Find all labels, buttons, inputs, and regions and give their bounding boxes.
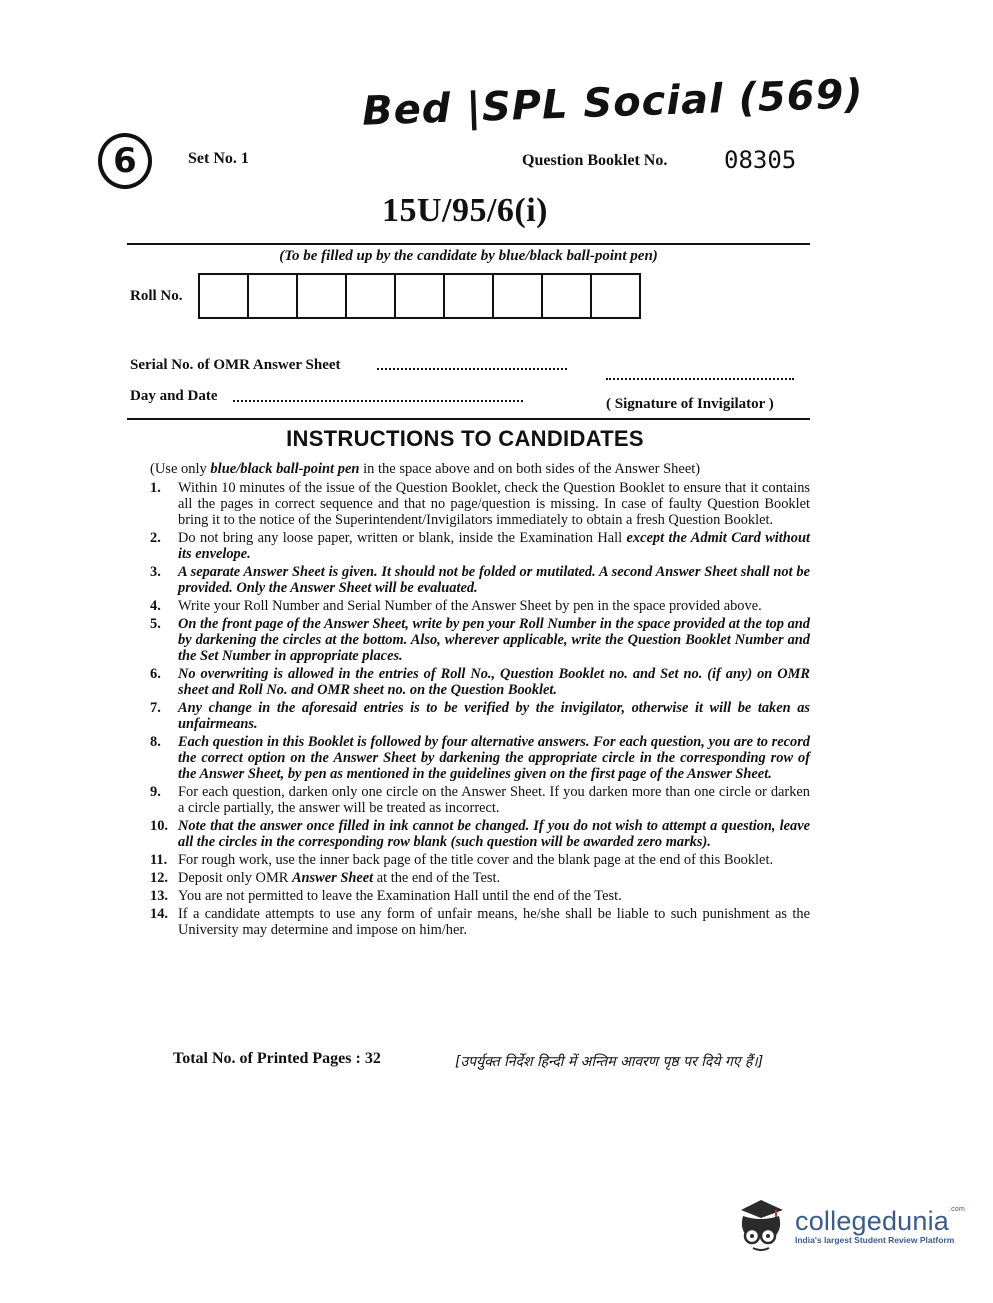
list-item	[150, 598, 810, 614]
roll-digit-box[interactable]	[396, 275, 445, 317]
list-item	[150, 530, 810, 562]
list-item	[150, 784, 810, 816]
item-number: 10.	[150, 818, 168, 834]
signature-label: ( Signature of Invigilator )	[606, 396, 774, 412]
list-item	[150, 564, 810, 596]
item-number: 5.	[150, 616, 161, 632]
list-item	[150, 616, 810, 664]
roll-digit-box[interactable]	[494, 275, 543, 317]
roll-digit-box[interactable]	[200, 275, 249, 317]
note-text: in the space above and on both sides of the Answer Sheet)	[359, 461, 701, 477]
item-number: 3.	[150, 564, 161, 580]
mid-rule	[127, 418, 810, 420]
list-item	[150, 734, 810, 782]
item-number: 7.	[150, 700, 161, 716]
item-number: 11.	[150, 852, 168, 868]
item-text: Do not bring any loose paper, written or blank, inside the Examination Hall except the Admit Card without its envelope.	[178, 530, 811, 562]
item-number: 9.	[150, 784, 161, 800]
item-text: No overwriting is allowed in the entries of Roll No., Question Booklet no. and Set no. (if any) on OMR sheet and Roll No. and OMR sheet no. on the Question Booklet.	[178, 666, 810, 698]
paper-code: 15U/95/6(i)	[381, 192, 549, 229]
item-number: 14.	[150, 906, 168, 922]
item-text: Each question in this Booklet is followed by four alternative answers. For each question, you are to record the correct option on the Answer Sheet by darkening the appropriate circle in the corresponding row of the Answer Sheet, by pen as mentioned in the guidelines given on the first page of the Answer Sheet.	[178, 734, 810, 782]
item-text: For rough work, use the inner back page of the title cover and the blank page at the end of this Booklet.	[178, 852, 774, 868]
roll-digit-box[interactable]	[298, 275, 347, 317]
booklet-number: 08305	[724, 146, 797, 174]
item-number: 13.	[150, 888, 168, 904]
item-text: On the front page of the Answer Sheet, write by pen your Roll Number in the space provided at the top and by darkening the circles at the bottom. Also, wherever applicable, write the Question Booklet Number and the Set Number in appropriate places.	[178, 616, 810, 664]
item-text: A separate Answer Sheet is given. It should not be folded or mutilated. A second Answer Sheet shall not be provided. Only the Answer Sheet will be evaluated.	[178, 564, 810, 596]
total-pages: Total No. of Printed Pages : 32	[173, 1050, 381, 1067]
list-item	[150, 888, 810, 904]
roll-digit-box[interactable]	[543, 275, 592, 317]
item-number: 8.	[150, 734, 161, 750]
signature-field[interactable]	[606, 378, 794, 380]
item-text: If a candidate attempts to use any form of unfair means, he/she shall be liable to such punishment as the University may determine and impose on him/her.	[178, 906, 810, 938]
omr-serial-field[interactable]	[377, 368, 567, 370]
roll-digit-box[interactable]	[592, 275, 639, 317]
list-item	[150, 870, 810, 886]
hindi-note: [उपर्युक्त निर्देश हिन्दी में अन्तिम आवरण पृष्ठ पर दिये गए हैं।]	[455, 1054, 764, 1070]
instructions-title: INSTRUCTIONS TO CANDIDATES	[286, 426, 644, 451]
list-item	[150, 700, 810, 732]
item-number: 4.	[150, 598, 161, 614]
item-text: For each question, darken only one circle on the Answer Sheet. If you darken more than one circle or darken a circle partially, the answer will be treated as incorrect.	[178, 784, 810, 816]
list-item	[150, 480, 810, 528]
list-item	[150, 852, 810, 868]
item-number: 2.	[150, 530, 161, 546]
list-item	[150, 906, 810, 938]
booklet-label: Question Booklet No.	[522, 152, 668, 169]
item-text: Write your Roll Number and Serial Number of the Answer Sheet by pen in the space provided above.	[178, 598, 762, 614]
list-item	[150, 818, 810, 850]
top-rule	[127, 243, 810, 245]
set-number: Set No. 1	[188, 150, 249, 167]
roll-label: Roll No.	[130, 288, 183, 304]
mascot-icon	[735, 1196, 787, 1254]
item-text: You are not permitted to leave the Examination Hall until the end of the Test.	[178, 888, 622, 904]
item-text: Any change in the aforesaid entries is to be verified by the invigilator, otherwise it will be taken as unfairmeans.	[178, 700, 810, 732]
instructions-note	[150, 461, 810, 478]
set-circle-number: 6	[98, 133, 152, 189]
item-number: 6.	[150, 666, 161, 682]
item-number: 12.	[150, 870, 168, 886]
roll-number-boxes[interactable]	[198, 273, 641, 319]
logo-name: collegedunia$^{.com}$	[795, 1205, 966, 1236]
handwritten-header: Bed |SPL Social (569)	[361, 71, 865, 135]
logo-tagline: India's largest Student Review Platform	[795, 1234, 955, 1245]
collegedunia-logo	[735, 1196, 965, 1254]
roll-digit-box[interactable]	[445, 275, 494, 317]
day-date-field[interactable]	[233, 400, 523, 402]
item-text: Note that the answer once filled in ink cannot be changed. If you do not wish to attempt a question, leave all the circles in the corresponding row blank (such question will be awarded zero marks).	[178, 818, 810, 850]
item-text: Deposit only OMR Answer Sheet at the end of the Test.	[178, 870, 501, 886]
list-item	[150, 666, 810, 698]
omr-label: Serial No. of OMR Answer Sheet	[130, 357, 341, 373]
roll-digit-box[interactable]	[249, 275, 298, 317]
item-number: 1.	[150, 480, 161, 496]
roll-digit-box[interactable]	[347, 275, 396, 317]
day-date-label: Day and Date	[130, 388, 218, 404]
note-emphasis: blue/black ball-point pen	[210, 461, 360, 477]
instructions-list	[150, 480, 810, 940]
fill-note: (To be filled up by the candidate by blue/black ball-point pen)	[279, 248, 658, 264]
note-text: (Use only	[150, 461, 211, 477]
item-text: Within 10 minutes of the issue of the Question Booklet, check the Question Booklet to ensure that it contains all the pages in correct sequence and that no page/question is missing. In case of faulty Question Booklet bring it to the notice of the Superintendent/Invigilators immediately to obtain a fresh Question Booklet.	[178, 480, 810, 528]
